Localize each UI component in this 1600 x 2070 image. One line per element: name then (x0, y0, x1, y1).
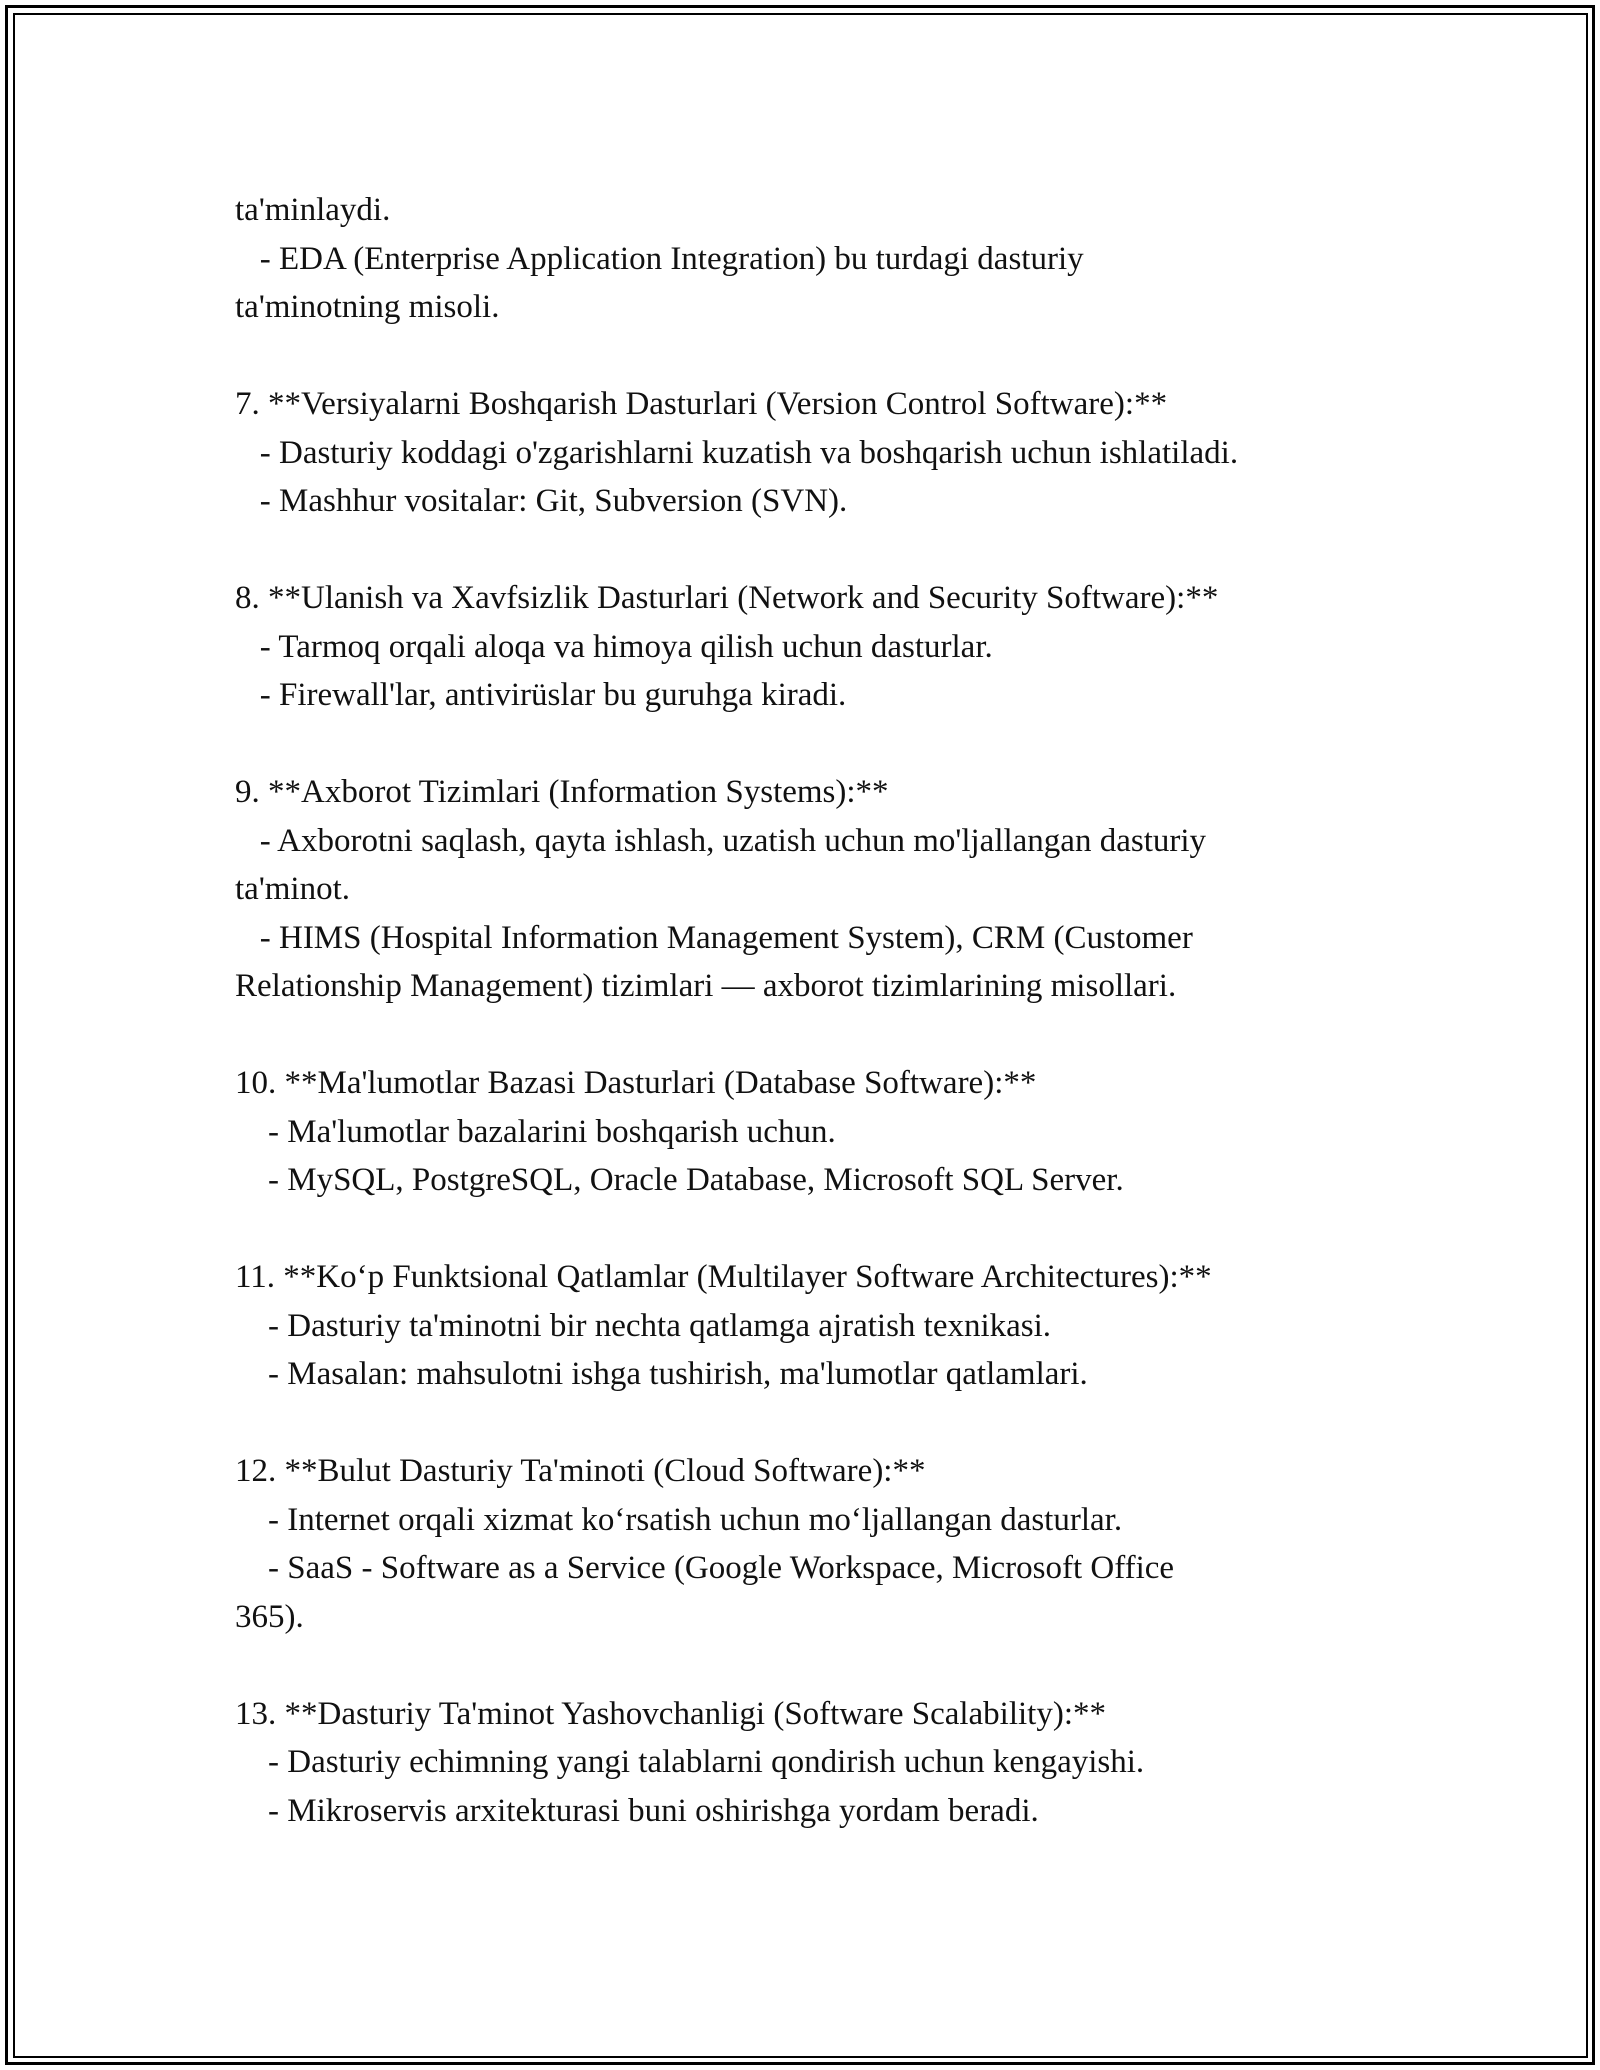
text-line: - Mashhur vositalar: Git, Subversion (SVN). (235, 483, 848, 519)
section-heading-13: 13. **Dasturiy Ta'minot Yashovchanligi (Software Scalability):** (235, 1695, 1107, 1732)
blank-line (235, 1399, 1395, 1448)
text-line: Relationship Management) tizimlari — axborot tizimlarining misollari. (235, 968, 1177, 1004)
text-line: - Mikroservis arxitekturasi buni oshirishga yordam beradi. (235, 1792, 1039, 1829)
text-line: 365). (235, 1598, 304, 1635)
text-line: ta'minlaydi. (235, 192, 391, 228)
section-heading-10: 10. **Ma'lumotlar Bazasi Dasturlari (Database Software):** (235, 1065, 1037, 1101)
section-heading-8: 8. **Ulanish va Xavfsizlik Dasturlari (Network and Security Software):** (235, 580, 1219, 616)
text-line: - Dasturiy echimning yangi talablarni qondirish uchun kengayishi. (235, 1744, 1145, 1780)
text-line: - Internet orqali xizmat koʻrsatish uchun moʻljallangan dasturlar. (235, 1501, 1123, 1538)
text-line: - Dasturiy koddagi o'zgarishlarni kuzatish va boshqarish uchun ishlatiladi. (235, 434, 1239, 471)
text-line: - Masalan: mahsulotni ishga tushirish, ma'lumotlar qatlamlari. (235, 1356, 1088, 1392)
section-heading-7: 7. **Versiyalarni Boshqarish Dasturlari (Version Control Software):** (235, 386, 1168, 422)
text-line: - MySQL, PostgreSQL, Oracle Database, Microsoft SQL Server. (235, 1162, 1124, 1198)
text-line: - SaaS - Software as a Service (Google Workspace, Microsoft Office (235, 1550, 1175, 1586)
blank-line (235, 332, 1395, 381)
text-line: - Ma'lumotlar bazalarini boshqarish uchun. (235, 1113, 836, 1150)
section-heading-12: 12. **Bulut Dasturiy Ta'minoti (Cloud Software):** (235, 1453, 926, 1489)
text-line: - Firewall'lar, antivirüslar bu guruhga kiradi. (235, 677, 847, 713)
text-line: - Dasturiy ta'minotni bir nechta qatlamga ajratish texnikasi. (235, 1307, 1052, 1344)
text-line: ta'minotning misoli. (235, 289, 500, 325)
section-heading-9: 9. **Axborot Tizimlari (Information Systems):** (235, 774, 889, 810)
text-line: - Tarmoq orqali aloqa va himoya qilish uchun dasturlar. (235, 628, 993, 665)
section-heading-11: 11. **Koʻp Funktsional Qatlamlar (Multilayer Software Architectures):** (235, 1259, 1212, 1295)
text-line: - EDA (Enterprise Application Integration) bu turdagi dasturiy (235, 240, 1084, 277)
blank-line (235, 526, 1395, 575)
blank-line (235, 1641, 1395, 1690)
blank-line (235, 1011, 1395, 1060)
blank-line (235, 720, 1395, 769)
text-line: ta'minot. (235, 871, 351, 907)
text-line: - HIMS (Hospital Information Management System), CRM (Customer (235, 919, 1193, 956)
blank-line (235, 1205, 1395, 1254)
document-body (235, 186, 1395, 1835)
text-line: - Axborotni saqlash, qayta ishlash, uzatish uchun mo'ljallangan dasturiy (235, 822, 1207, 859)
